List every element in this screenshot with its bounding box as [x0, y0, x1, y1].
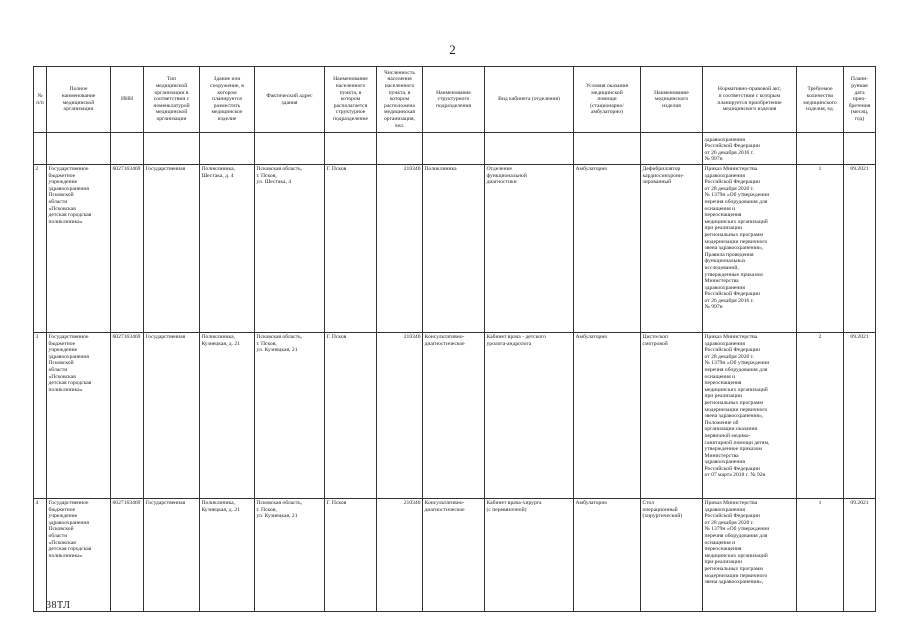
header-type: Тип медицинской организации в соответствии с номенклатурой медицинской организации: [144, 67, 200, 133]
row-date: 09.2021: [844, 333, 876, 499]
header-conditions: Условия оказания медицинской помощи (стационарно/ амбулаторно): [574, 67, 641, 133]
header-unit: Наименование структурного подразделения: [423, 67, 485, 133]
equipment-table: [33, 66, 876, 612]
row-date: 09.2021: [844, 499, 876, 612]
row-building: Поликлиника, Кузнецкая, д. 21: [200, 333, 255, 499]
table-header-row: [34, 67, 876, 133]
header-inn: ИНН: [111, 67, 144, 133]
row-address: Псковская область, г. Псков, ул. Кузнецкая, 21: [255, 333, 325, 499]
table-row: [34, 499, 876, 612]
continuation-row: [34, 133, 876, 165]
row-inn: 6027163469: [111, 499, 144, 612]
row-settlement: Г. Псков: [325, 165, 377, 333]
row-address: Псковская область, г. Псков, ул. Шестака, 4: [255, 165, 325, 333]
row-unit: Консультативно- диагностическое: [423, 333, 485, 499]
row-conditions: Амбулаторно: [574, 499, 641, 612]
row-date: 09.2021: [844, 165, 876, 333]
row-act: Приказ Министерства здравоохранения Российской Федерации от 28 декабря 2020 г. № 1379н «Об утверждении перечня оборудования для оснащения и переоснащения медицинских организаций при реализации региональных программ модернизации первичного звена здравоохранения», Положение об организации оказания первичной медико- санитарной помощи детям, утвержденное приказом Министерства здравоохранения Российской Федерации от 07 марта 2018 г. № 92н: [703, 333, 797, 499]
row-population: 210340: [377, 333, 423, 499]
row-org: Государственное бюджетное учреждение здравоохранения Псковской области «Псковская детская городская поликлиника»: [47, 333, 111, 499]
row-num: 3: [34, 333, 47, 499]
row-qty: 1: [797, 499, 844, 612]
page-number: 2: [449, 42, 456, 57]
header-population: Численность населения населенного пункта, в котором расположена медицинская организация, чел.: [377, 67, 423, 133]
row-unit: Консультативно- диагностическое: [423, 499, 485, 612]
row-qty: 1: [797, 165, 844, 333]
table-row: [34, 165, 876, 333]
header-qty: Требуемое количество медицинского изделия, ед.: [797, 67, 844, 133]
header-device: Наименование медицинского изделия: [641, 67, 703, 133]
row-population: 210340: [377, 499, 423, 612]
row-act: Приказ Министерства здравоохранения Российской Федерации от 28 декабря 2020 г. № 1379н «Об утверждении перечня оборудования для оснащения и переоснащения медицинских организаций при реализации региональных программ модернизации первичного звена здравоохранения», Правила проведения функциональных исследований, утвержденные приказом Министерства здравоохранения Российской Федерации от 26 декабря 2016 г. № 997н: [703, 165, 797, 333]
row-act: Приказ Министерства здравоохранения Российской Федерации от 28 декабря 2020 г. № 1379н «Об утверждении перечня оборудования для оснащения и переоснащения медицинских организаций при реализации региональных программ модернизации первичного звена здравоохранения»,: [703, 499, 797, 612]
header-date: Плани- руемая дата прио- бретения (месяц, год): [844, 67, 876, 133]
row-type: Государственная: [144, 333, 200, 499]
header-address: Фактический адрес здания: [255, 67, 325, 133]
row-num: 4: [34, 499, 47, 612]
row-num: 2: [34, 165, 47, 333]
row-type: Государственная: [144, 165, 200, 333]
row-room: Кабинет врача - детского уролога-андролога: [485, 333, 574, 499]
row-address: Псковская область, г. Псков, ул. Кузнецкая, 21: [255, 499, 325, 612]
row-org: Государственное бюджетное учреждение здравоохранения Псковской области «Псковская детская городская поликлиника»: [47, 165, 111, 333]
row-settlement: Г. Псков: [325, 499, 377, 612]
row-building: Поликлиника, Шестака, д. 4: [200, 165, 255, 333]
row-device: Стол операционный (хирургический): [641, 499, 703, 612]
row-type: Государственная: [144, 499, 200, 612]
header-settlement: Наименование населенного пункта, в котором располагается структурное подразделение: [325, 67, 377, 133]
row-qty: 2: [797, 333, 844, 499]
document-code: 38ТЛ: [46, 600, 71, 611]
table-row: [34, 333, 876, 499]
row-building: Поликлиника, Кузнецкая, д. 21: [200, 499, 255, 612]
row-device: Цистоскоп смотровой: [641, 333, 703, 499]
row-org: Государственное бюджетное учреждение здравоохранения Псковской области «Псковская детская городская поликлиника»: [47, 499, 111, 612]
row-conditions: Амбулаторно: [574, 333, 641, 499]
continuation-act: здравоохранения Российской Федерации от 26 декабря 2016 г. № 997н: [703, 133, 797, 165]
header-num: № п/п: [34, 67, 47, 133]
row-population: 210340: [377, 165, 423, 333]
row-room: Кабинет врача-хирурга (с перевязочной): [485, 499, 574, 612]
header-org: Полное наименование медицинской организации: [47, 67, 111, 133]
header-room: Вид кабинета (отделения): [485, 67, 574, 133]
row-device: Дефибриллятор кардиосинхрони- зированный: [641, 165, 703, 333]
row-room: Отделение функциональной диагностики: [485, 165, 574, 333]
row-inn: 6027163469: [111, 165, 144, 333]
row-unit: Поликлиника: [423, 165, 485, 333]
row-inn: 6027163469: [111, 333, 144, 499]
row-conditions: Амбулаторно: [574, 165, 641, 333]
row-settlement: Г. Псков: [325, 333, 377, 499]
header-act: Нормативно-правовой акт, в соответствии с которым планируется приобретение медицинского изделия: [703, 67, 797, 133]
header-building: Здание или сооружение, в котором планируется разместить медицинское изделие: [200, 67, 255, 133]
